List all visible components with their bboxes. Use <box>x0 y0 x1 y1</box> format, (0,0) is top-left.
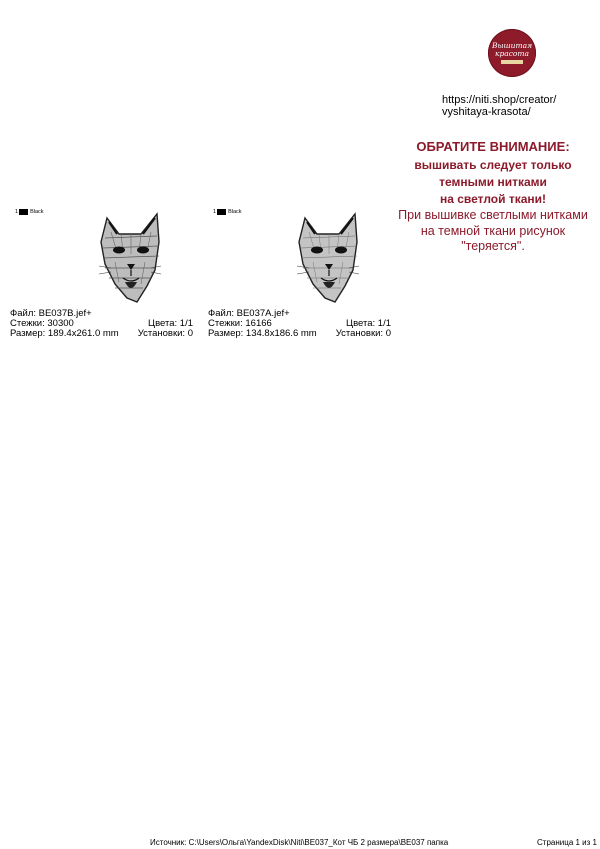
swatch-color-name: Black <box>30 209 44 215</box>
settings-count: Установки: 0 <box>137 328 193 339</box>
brand-logo <box>488 29 536 77</box>
cat-embroidery-preview <box>295 212 361 304</box>
file-name: Файл: BE037A.jef+ <box>208 308 290 319</box>
warning-notice <box>393 138 593 255</box>
color-count: Цвета: 1/1 <box>148 318 193 329</box>
stitch-count: Стежки: 16166 <box>208 318 272 329</box>
stitch-count: Стежки: 30300 <box>10 318 74 329</box>
design-size: Размер: 189.4x261.0 mm <box>10 328 119 339</box>
color-count: Цвета: 1/1 <box>346 318 391 329</box>
notice-text-line: на темной ткани рисунок <box>420 223 566 238</box>
swatch-color-box <box>19 209 28 215</box>
notice-bold-line: темными нитками <box>439 175 547 189</box>
footer-page-number: Страница 1 из 1 <box>537 838 597 847</box>
footer-source-path: Источник: C:\Users\Ольга\YandexDisk\Niti\BE037_Кот ЧБ 2 размера\BE037 папка <box>150 838 449 847</box>
design-size: Размер: 134.8x186.6 mm <box>208 328 317 339</box>
swatch-number: 1 <box>213 209 217 215</box>
file-name: Файл: BE037B.jef+ <box>10 308 92 319</box>
color-swatch <box>213 209 242 215</box>
design-info <box>10 309 193 339</box>
swatch-number: 1 <box>15 209 19 215</box>
notice-bold-line: на светлой ткани! <box>439 192 547 206</box>
notice-heading: ОБРАТИТЕ ВНИМАНИЕ: <box>416 139 570 154</box>
logo-ribbon <box>501 60 523 64</box>
swatch-color-box <box>217 209 226 215</box>
design-info <box>208 309 391 339</box>
cat-embroidery-preview <box>97 212 163 304</box>
shop-url-line2: vyshitaya-krasota/ <box>442 106 531 118</box>
shop-url-line1: https://niti.shop/creator/ <box>442 94 557 106</box>
notice-text-line: "теряется". <box>461 239 525 253</box>
notice-bold-line: вышивать следует только <box>414 158 572 172</box>
settings-count: Установки: 0 <box>335 328 391 339</box>
design-card <box>10 208 196 343</box>
swatch-color-name: Black <box>228 209 242 215</box>
logo-text-line1: Вышитая <box>491 41 533 50</box>
shop-url <box>442 94 556 118</box>
logo-text-line2: красота <box>494 49 530 58</box>
color-swatch <box>15 209 44 215</box>
notice-text-line: При вышивке светлыми нитками <box>398 208 588 222</box>
design-card <box>208 208 394 343</box>
